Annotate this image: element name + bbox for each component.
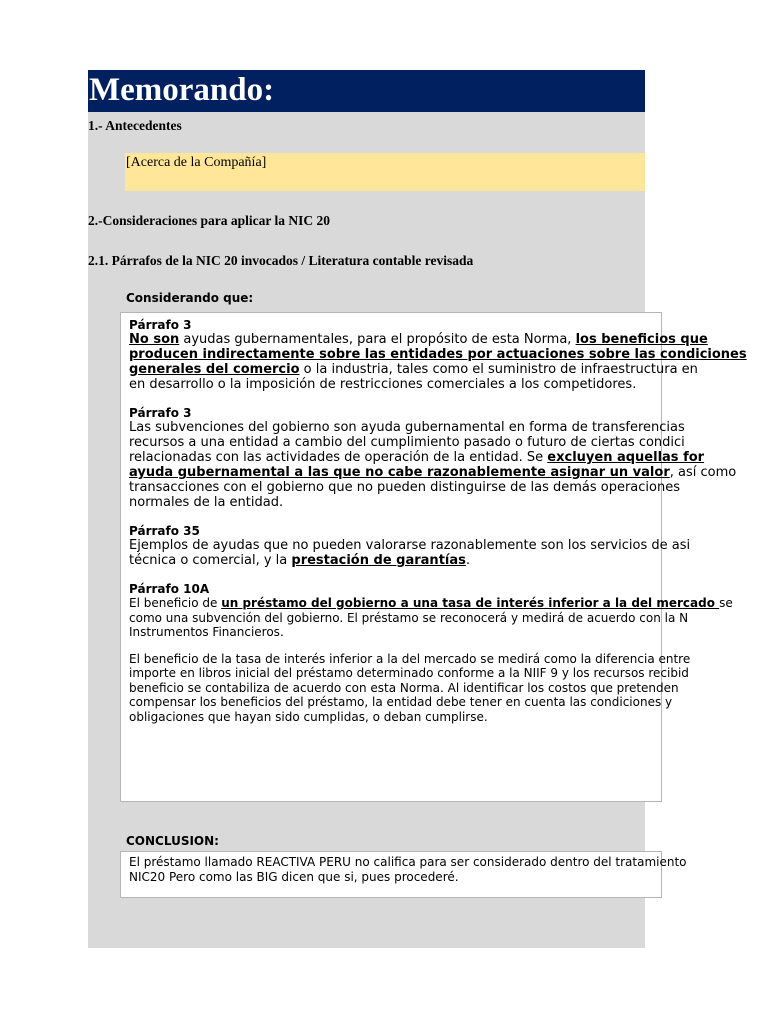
paragraph-line: normales de la entidad. (129, 495, 284, 510)
paragraph-text: o la industria, tales como el suministro de infraestructura en (299, 362, 698, 377)
company-placeholder: [Acerca de la Compañía] (126, 155, 267, 170)
paragraph-line: Ejemplos de ayudas que no pueden valorarse razonablemente son los servicios de asi (129, 538, 691, 553)
conclusion-content (129, 855, 729, 884)
memo-sheet (88, 70, 747, 948)
paragraph-line: El beneficio de la tasa de interés inferior a la del mercado se medirá como la diferencia entre (129, 651, 691, 666)
considerando-content (129, 318, 747, 724)
emphasis-text: prestación de garantías (291, 553, 466, 568)
paragraph-line (129, 596, 733, 611)
paragraph-line: Instrumentos Financieros. (129, 625, 284, 639)
paragraph-line: en desarrollo o la imposición de restricciones comerciales a los competidores. (129, 377, 637, 392)
paragraph-title: Párrafo 3 (129, 318, 192, 332)
paragraph-line (129, 450, 729, 465)
paragraph-line: recursos a una entidad a cambio del cumplimiento pasado o futuro de ciertas condici (129, 435, 685, 450)
paragraph-line (129, 465, 737, 480)
paragraph-title: Párrafo 35 (129, 524, 200, 538)
paragraph-text: El beneficio de (129, 596, 222, 610)
paragraph-text: , así como (669, 465, 737, 480)
section-parrafos-heading: 2.1. Párrafos de la NIC 20 invocados / Literatura contable revisada (88, 253, 474, 268)
emphasis-text: un préstamo del gobierno a una tasa de interés inferior a la del mercado (221, 596, 720, 610)
company-info-band[interactable] (125, 153, 645, 191)
paragraph-line: obligaciones que hayan sido cumplidas, o deban cumplirse. (129, 709, 488, 724)
considerando-text-box[interactable] (120, 312, 747, 802)
conclusion-text-box[interactable] (120, 851, 687, 898)
section-antecedentes: 1.- Antecedentes (88, 118, 182, 133)
section-consideraciones: 2.-Consideraciones para aplicar la NIC 20 (88, 213, 330, 228)
paragraph-text: se (719, 596, 733, 610)
paragraph-line (129, 362, 729, 377)
conclusion-line: El préstamo llamado REACTIVA PERU no califica para ser considerado dentro del tratamiento (129, 855, 687, 869)
emphasis-text: excluyen aquellas for (547, 450, 705, 465)
paragraph-text: . (465, 553, 471, 568)
emphasis-text: ayuda gubernamental a las que no cabe razonablemente asignar un valor (129, 465, 670, 480)
paragraph-title: Párrafo 3 (129, 406, 192, 420)
emphasis-text: No son (129, 332, 180, 347)
paragraph-text: ayudas gubernamentales, para el propósito de esta Norma, (179, 332, 576, 347)
paragraph-text: técnica o comercial, y la (129, 553, 292, 568)
paragraph-line: compensar los beneficios del préstamo, la entidad debe tener en cuenta las condiciones y (129, 695, 673, 709)
emphasis-text: los beneficios que (575, 332, 708, 347)
paragraph-line (129, 332, 729, 347)
paragraph-line (129, 553, 729, 568)
title-bar (88, 70, 645, 112)
conclusion-line: NIC20 Pero como las BIG dicen que si, pues procederé. (129, 869, 459, 884)
paragraph-line: importe en libros inicial del préstamo determinado conforme a la NIIF 9 y los recursos recibid (129, 666, 689, 680)
emphasis-text: generales del comercio (129, 362, 300, 377)
conclusion-label: CONCLUSION: (126, 834, 219, 848)
paragraph-line: producen indirectamente sobre las entidades por actuaciones sobre las condiciones (129, 347, 747, 362)
paragraph-line: transacciones con el gobierno que no pueden distinguirse de las demás operaciones (129, 480, 680, 495)
paragraph-line: beneficio se contabiliza de acuerdo con esta Norma. Al identificar los costos que pretenden (129, 680, 679, 695)
paragraph-text: relacionadas con las actividades de operación de la entidad. Se (129, 450, 548, 465)
paragraph-line: Las subvenciones del gobierno son ayuda gubernamental en forma de transferencias (129, 420, 685, 435)
considerando-label: Considerando que: (126, 291, 254, 305)
paragraph-title: Párrafo 10A (129, 582, 210, 596)
memo-title: Memorando: (89, 72, 275, 108)
paragraph-line: como una subvención del gobierno. El préstamo se reconocerá y medirá de acuerdo con la N (129, 610, 689, 625)
